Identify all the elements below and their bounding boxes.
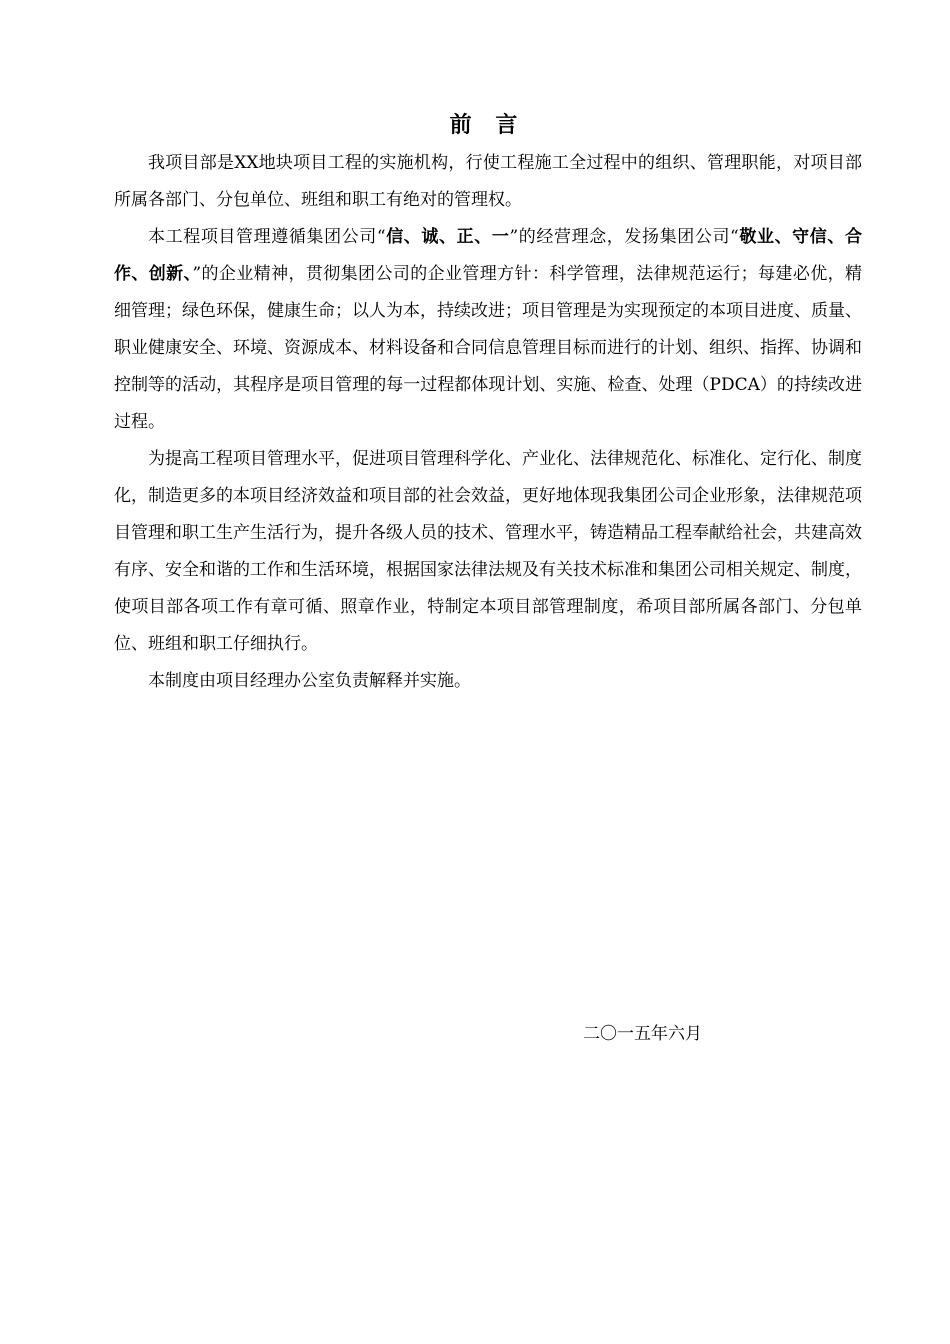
paragraph-4: 本制度由项目经理办公室负责解释并实施。 [148,671,471,691]
business-philosophy: 信、诚、正、一 [385,227,510,247]
paragraph-2-text-b: ”的经营理念，发扬集团公司“ [509,227,739,247]
page-title: 前 言 [449,112,526,138]
document-date: 二〇一五年六月 [583,1024,702,1044]
paragraph-3: 为提高工程项目管理水平，促进项目管理科学化、产业化、法律规范化、标准化、定行化、制度化，制造更多的本项目经济效益和项目部的社会效益，更好地体现我集团公司企业形象，法律规范项目管理和职工生产生活行为，提升各级人员的技术、管理水平，铸造精品工程奉献给社会，共建高效有序、安全和谐的工作和生活环境，根据国家法律法规及有关技术标准和集团公司相关规定、制度，使项目部各项工作有章可循、照章作业，特制定本项目部管理制度，希项目部所属各部门、分包单位、班组和职工仔细执行。 [114,449,862,654]
paragraph-2 [114,219,862,441]
paragraph-2-text-c: ”的企业精神，贯彻集团公司的企业管理方针：科学管理，法律规范运行；每建必优，精细管理；绿色环保，健康生命；以人为本，持续改进；项目管理是为实现预定的本项目进度、质量、职业健康安全、环境、资源成本、材料设备和合同信息管理目标而进行的计划、组织、指挥、协调和控制等的活动，其程序是项目管理的每一过程都体现计划、实施、检查、处理（PDCA）的持续改进过程。 [114,264,862,432]
enterprise-spirit: 敬业、守信、合作、创新、 [114,227,863,284]
preface-body [114,145,862,700]
paragraph-2-text-a: 本工程项目管理遵循集团公司“ [148,227,386,247]
paragraph-1: 我项目部是XX地块项目工程的实施机构，行使工程施工全过程中的组织、管理职能，对项目部所属各部门、分包单位、班组和职工有绝对的管理权。 [114,153,862,210]
